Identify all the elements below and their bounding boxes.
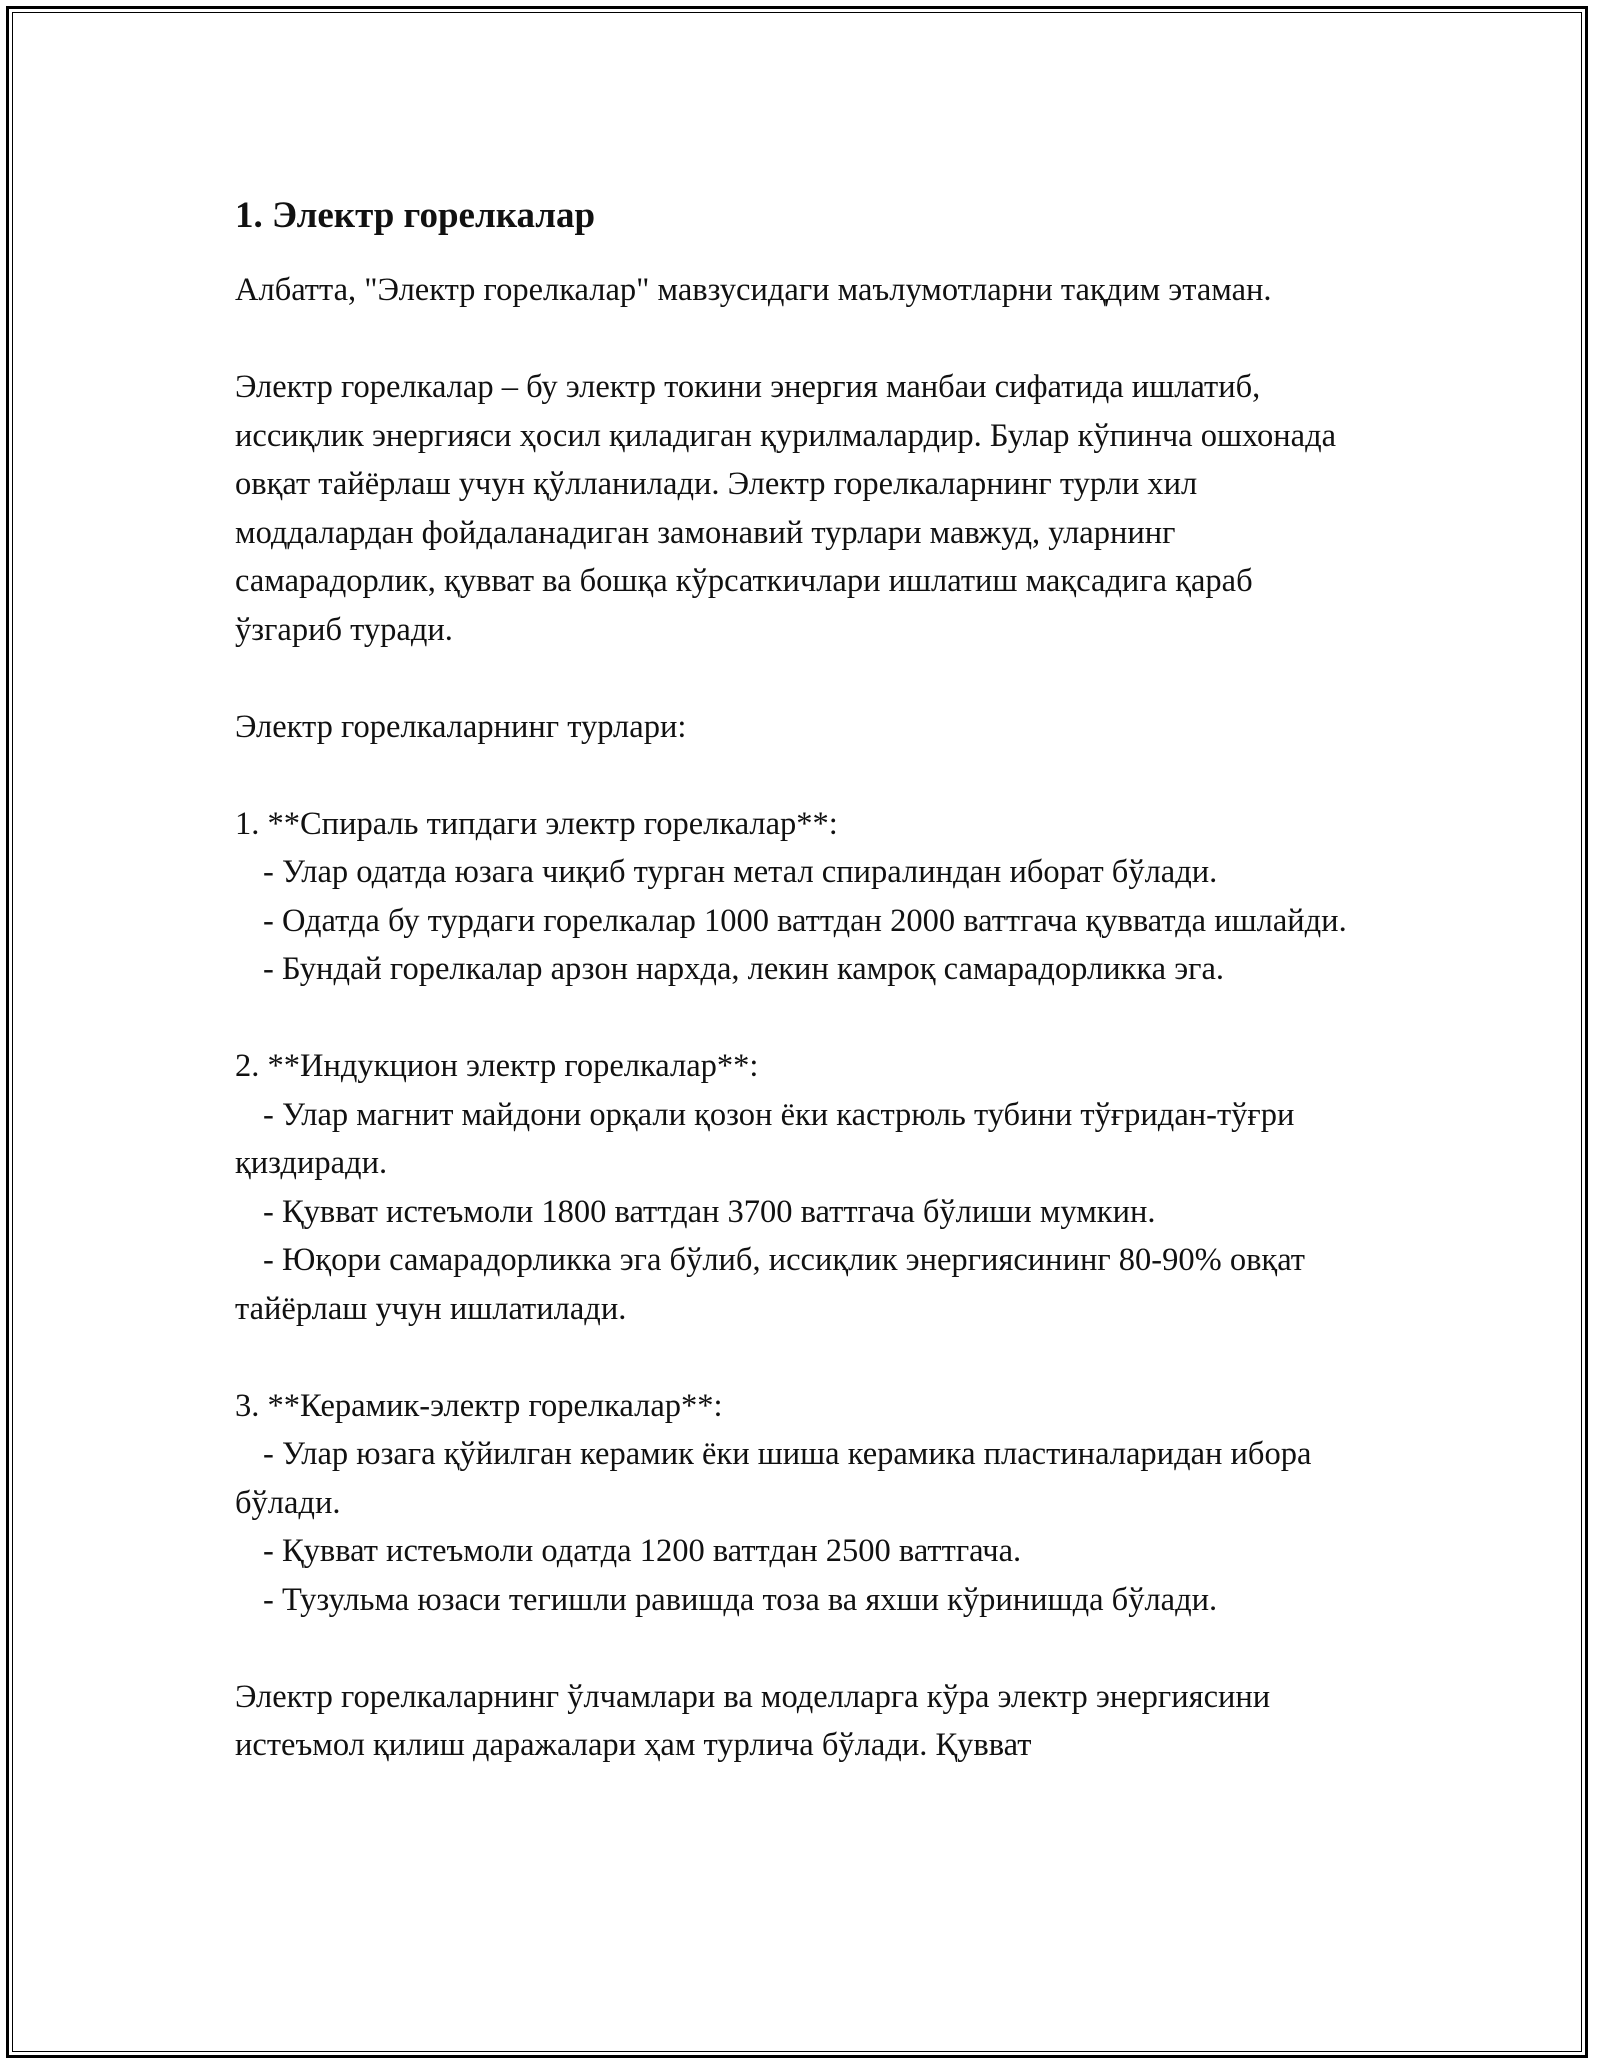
list-item: - Улар магнит майдони орқали қозон ёки кастрюль тубини тўғридан-тўғри қиздиради. [235, 1096, 1303, 1181]
list-item: - Улар юзага қўйилган керамик ёки шиша керамика пластиналаридан ибора бўлади. [235, 1436, 1320, 1521]
list-item: - Одатда бу турдаги горелкалар 1000 ваттдан 2000 ваттгача қувватда ишлайди. [263, 902, 1347, 939]
list-item: - Қувват истеъмоли 1800 ваттдан 3700 ваттгача бўлиши мумкин. [263, 1193, 1156, 1230]
list-item: - Бундай горелкалар арзон нархда, лекин камроқ самарадорликка эга. [263, 951, 1225, 987]
list-item: - Қувват истеъмоли одатда 1200 ваттдан 2500 ваттгача. [263, 1533, 1022, 1569]
type-section-induction [235, 1042, 1355, 1333]
document-heading: 1. Электр горелкалар [235, 195, 596, 236]
type-title: 3. **Керамик-электр горелкалар**: [235, 1387, 723, 1424]
intro-paragraph: Албатта, "Электр горелкалар" мавзусидаги маълумотларни тақдим этаман. [235, 272, 1272, 308]
type-title: 2. **Индукцион электр горелкалар**: [235, 1048, 759, 1084]
list-item: - Юқори самарадорликка эга бўлиб, иссиқлик энергиясининг 80-90% овқат тайёрлаш учун ишлатилади. [235, 1242, 1314, 1327]
list-item: - Улар одатда юзага чиқиб турган метал спиралиндан иборат бўлади. [263, 854, 1218, 890]
closing-paragraph: Электр горелкаларнинг ўлчамлари ва моделларга кўра электр энергиясини истеъмол қилиш даражалари ҳам турлича бўлади. Қувват [235, 1678, 1279, 1763]
document-body [235, 188, 1355, 1818]
types-title: Электр горелкаларнинг турлари: [235, 708, 687, 745]
definition-paragraph: Электр горелкалар – бу электр токини энергия манбаи сифатида ишлатиб, иссиқлик энергияси ҳосил қиладиган қурилмалардир. Булар кўпинча ошхонада овқат тайёрлаш учун қўлланилади. Электр горелкаларнинг турли хил моддалардан фойдаланадиган замонавий турлари мавжуд, уларнинг самарадорлик, қувват ва бошқа кўрсаткичлари ишлатиш мақсадига қараб ўзгариб туради. [235, 369, 1345, 648]
type-section-ceramic [235, 1382, 1355, 1625]
type-section-spiral [235, 800, 1355, 994]
type-title: 1. **Спираль типдаги электр горелкалар**: [235, 805, 838, 842]
list-item: - Тузульма юзаси тегишли равишда тоза ва яхши кўринишда бўлади. [263, 1581, 1218, 1618]
